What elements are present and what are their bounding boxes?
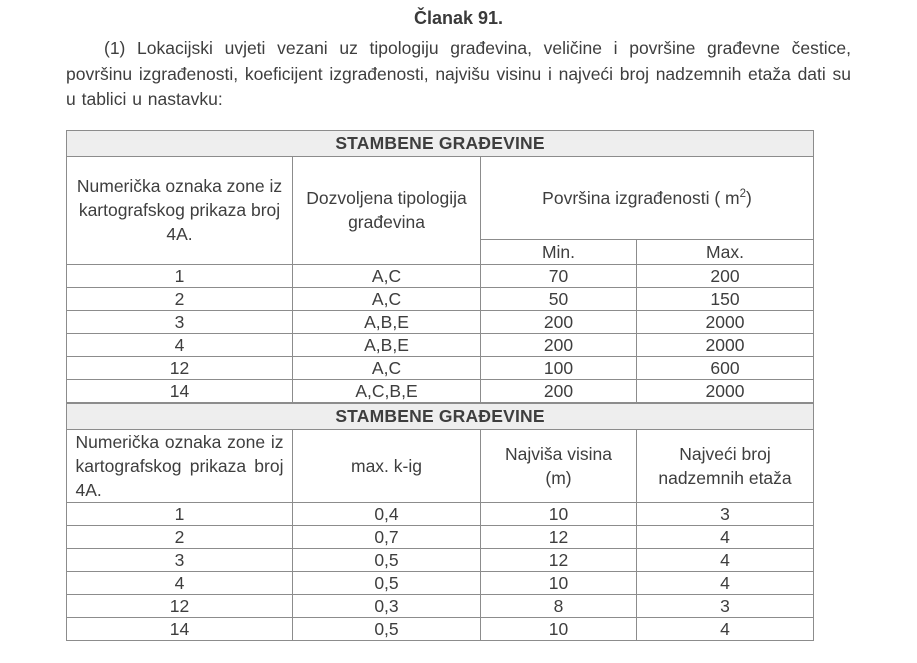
table1-area-column-header bbox=[481, 156, 814, 239]
floors-cell: 3 bbox=[637, 594, 814, 617]
table2-zone-column-header bbox=[67, 429, 293, 502]
floors-cell: 4 bbox=[637, 525, 814, 548]
zone-cell: 2 bbox=[67, 525, 293, 548]
height-cell: 10 bbox=[481, 502, 637, 525]
table1-typology-column-header-text: Dozvoljena tipologija građevina bbox=[306, 188, 467, 232]
floors-cell: 3 bbox=[637, 502, 814, 525]
min-cell: 100 bbox=[481, 356, 637, 379]
table1-area-header-superscript: 2 bbox=[739, 187, 747, 200]
table-row bbox=[67, 287, 814, 310]
table-row bbox=[67, 548, 814, 571]
table1-banner-row bbox=[67, 130, 814, 156]
kig-cell: 0,7 bbox=[293, 525, 481, 548]
table-residential-buildings-height bbox=[66, 403, 814, 641]
floors-cell: 4 bbox=[637, 617, 814, 640]
min-cell: 200 bbox=[481, 333, 637, 356]
table2-header-row bbox=[67, 429, 814, 502]
zone-cell: 4 bbox=[67, 571, 293, 594]
typology-cell: A,C,B,E bbox=[293, 379, 481, 402]
article-paragraph: (1) Lokacijski uvjeti vezani uz tipologiju građevina, veličine i površine građevne čestice, površinu izgrađenosti, koeficijent izgrađenosti, najvišu visinu i najveći broj nadzemnih etaža dati su u tablici u nastavku: bbox=[66, 38, 851, 109]
table-row bbox=[67, 617, 814, 640]
min-cell: 200 bbox=[481, 310, 637, 333]
zone-cell: 3 bbox=[67, 548, 293, 571]
table-residential-buildings-area bbox=[66, 130, 814, 403]
table2-banner-row bbox=[67, 403, 814, 429]
height-cell: 12 bbox=[481, 548, 637, 571]
height-cell: 10 bbox=[481, 617, 637, 640]
table1-max-header: Max. bbox=[637, 239, 814, 264]
table2-floors-column-header bbox=[637, 429, 814, 502]
table1-typology-column-header bbox=[293, 156, 481, 264]
typology-cell: A,C bbox=[293, 264, 481, 287]
min-cell: 50 bbox=[481, 287, 637, 310]
table2-floors-column-header-text: Najveći broj nadzemnih etaža bbox=[658, 443, 792, 488]
min-cell: 70 bbox=[481, 264, 637, 287]
table2-zone-column-header-text: Numerička oznaka zone iz kartografskog prikaza broj 4A. bbox=[75, 431, 284, 500]
table-row bbox=[67, 379, 814, 402]
table1-area-header-close-paren: ) bbox=[746, 187, 752, 208]
table1-header-row bbox=[67, 156, 814, 239]
table2-kig-column-header: max. k-ig bbox=[293, 429, 481, 502]
typology-cell: A,B,E bbox=[293, 333, 481, 356]
table-row bbox=[67, 264, 814, 287]
height-cell: 10 bbox=[481, 571, 637, 594]
kig-cell: 0,5 bbox=[293, 571, 481, 594]
floors-cell: 4 bbox=[637, 571, 814, 594]
max-cell: 600 bbox=[637, 356, 814, 379]
zone-cell: 3 bbox=[67, 310, 293, 333]
table1-banner: STAMBENE GRAĐEVINE bbox=[67, 130, 814, 156]
table-row bbox=[67, 333, 814, 356]
zone-cell: 1 bbox=[67, 502, 293, 525]
typology-cell: A,B,E bbox=[293, 310, 481, 333]
zone-cell: 12 bbox=[67, 356, 293, 379]
zone-cell: 14 bbox=[67, 379, 293, 402]
zone-cell: 2 bbox=[67, 287, 293, 310]
height-cell: 12 bbox=[481, 525, 637, 548]
table-row bbox=[67, 356, 814, 379]
typology-cell: A,C bbox=[293, 287, 481, 310]
table1-min-header: Min. bbox=[481, 239, 637, 264]
kig-cell: 0,4 bbox=[293, 502, 481, 525]
typology-cell: A,C bbox=[293, 356, 481, 379]
max-cell: 2000 bbox=[637, 333, 814, 356]
table1-area-header-text: Površina izgrađenosti ( m bbox=[542, 187, 740, 208]
article-title: Članak 91. bbox=[413, 8, 504, 28]
zone-cell: 4 bbox=[67, 333, 293, 356]
floors-cell: 4 bbox=[637, 548, 814, 571]
table2-height-column-header bbox=[481, 429, 637, 502]
table1-zone-column-header-text: Numerička oznaka zone iz kartografskog prikaza broj 4A. bbox=[76, 176, 283, 244]
zone-cell: 1 bbox=[67, 264, 293, 287]
kig-cell: 0,3 bbox=[293, 594, 481, 617]
zone-cell: 12 bbox=[67, 594, 293, 617]
table-row bbox=[67, 310, 814, 333]
table2-banner: STAMBENE GRAĐEVINE bbox=[67, 403, 814, 429]
table-row bbox=[67, 594, 814, 617]
height-cell: 8 bbox=[481, 594, 637, 617]
max-cell: 150 bbox=[637, 287, 814, 310]
table2-height-column-header-text: Najviša visina (m) bbox=[505, 443, 612, 488]
kig-cell: 0,5 bbox=[293, 548, 481, 571]
zone-cell: 14 bbox=[67, 617, 293, 640]
table1-zone-column-header bbox=[67, 156, 293, 264]
min-cell: 200 bbox=[481, 379, 637, 402]
table-row bbox=[67, 502, 814, 525]
table-row bbox=[67, 525, 814, 548]
table-row bbox=[67, 571, 814, 594]
max-cell: 2000 bbox=[637, 379, 814, 402]
max-cell: 200 bbox=[637, 264, 814, 287]
max-cell: 2000 bbox=[637, 310, 814, 333]
kig-cell: 0,5 bbox=[293, 617, 481, 640]
